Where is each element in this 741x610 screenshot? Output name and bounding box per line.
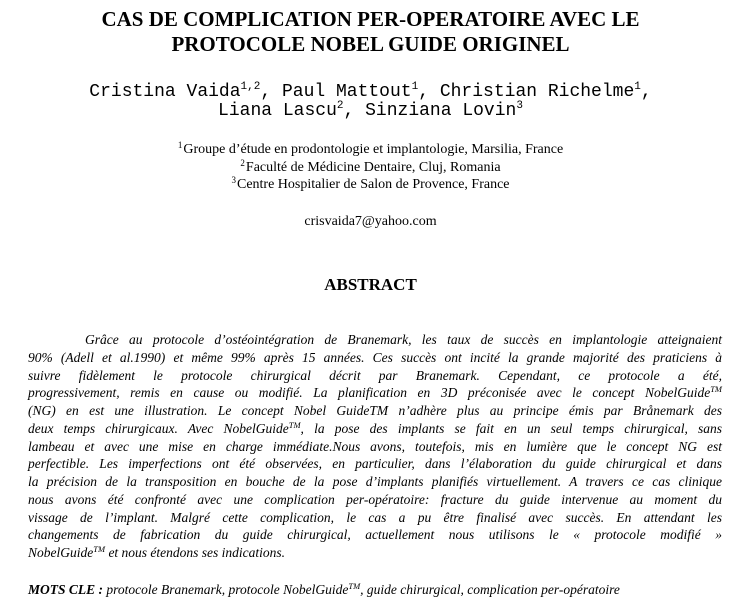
abstract-text: deux temps chirurgicaux. Avec NobelGuide [28, 420, 289, 436]
title-line-1: CAS DE COMPLICATION PER-OPERATOIRE AVEC LE [101, 7, 640, 31]
abstract-line [28, 420, 722, 438]
author-name: Paul Mattout [281, 82, 412, 102]
abstract-line [28, 402, 722, 420]
abstract-heading: ABSTRACT [324, 275, 417, 294]
abstract-line [28, 349, 722, 367]
contact-email: crisvaida7@yahoo.com [304, 214, 437, 229]
trademark-superscript: TM [288, 419, 301, 430]
abstract-text: la précision de la transposition en bouche de la pose d’implants planifiés virtuellement. A travers ce cas clinique [28, 474, 722, 489]
author-list [0, 83, 741, 121]
abstract-text: NobelGuide [28, 545, 94, 560]
keywords-line [28, 581, 728, 599]
abstract-text: (NG) en est une illustration. Le concept Nobel GuideTM n’adhère plus au principe émis par Brånemark des [28, 403, 722, 418]
affiliation-marker: 3 [231, 175, 236, 185]
abstract-line [28, 491, 722, 509]
abstract-text: 90% (Adell et al.1990) et même 99% après 15 années. Ces succès ont incité la grande majorité des praticiens à [28, 349, 722, 365]
abstract-line [28, 526, 722, 544]
abstract-text: changements de fabrication du guide chirurgical, actuellement nous utilisons le « protocole modifié » [28, 527, 722, 543]
author-separator: , [260, 82, 272, 102]
authors-line-2 [0, 102, 741, 121]
affiliation-marker: 1 [177, 140, 183, 150]
affiliation-item [0, 176, 741, 194]
abstract-text: et nous étendons ses indications. [105, 545, 286, 560]
author-separator: , [343, 101, 355, 121]
abstract-line [28, 367, 722, 385]
affiliation-list [0, 141, 741, 194]
keywords-text: protocole Branemark, protocole NobelGuide [106, 582, 349, 597]
abstract-line [28, 455, 722, 473]
author-name: Sinziana Lovin [365, 101, 517, 121]
abstract-line [28, 384, 722, 402]
author-separator: , [640, 82, 652, 102]
keywords-label: MOTS CLE : [28, 582, 104, 597]
trademark-superscript: TM [348, 581, 361, 591]
abstract-text: perfectible. Les imperfections ont été observées, en particulier, dans l’élaboration du guide chirurgical et dans [28, 456, 722, 472]
author-affiliation-marker: 1 [411, 81, 419, 93]
authors-line-1 [0, 83, 741, 102]
abstract-line [28, 331, 722, 349]
abstract-text: progressivement, remis en cause ou modifié. La planification en 3D préconisée avec le concept NobelGuide [28, 385, 711, 401]
paper-title [0, 7, 741, 57]
abstract-body [28, 331, 722, 562]
affiliation-item [0, 141, 741, 159]
affiliation-marker: 2 [240, 157, 245, 168]
author-name: Christian Richelme [439, 82, 635, 102]
author-affiliation-marker: 1,2 [240, 81, 261, 93]
abstract-line [28, 544, 722, 562]
abstract-text: , la pose des implants se fait en un seul temps chirurgical, sans [300, 420, 723, 436]
trademark-superscript: TM [93, 544, 106, 554]
abstract-text: lambeau et avec une mise en charge immédiate.Nous avons, toutefois, mis en lumière que le concept NG est [28, 438, 722, 454]
abstract-line [28, 438, 722, 456]
author-affiliation-marker: 2 [336, 100, 344, 112]
abstract-text: suivre fidèlement le protocole chirurgical décrit par Branemark. Cependant, ce protocole a été, [28, 367, 722, 383]
affiliation-text: Groupe d’étude en prodontologie et implantologie, Marsilia, France [183, 142, 564, 157]
abstract-text: vissage de l’implant. Malgré cette complication, le cas a pu être finalisé avec succès. En attendant les [28, 509, 722, 525]
affiliation-text: Centre Hospitalier de Salon de Provence, France [236, 177, 510, 192]
author-name: Liana Lascu [218, 101, 337, 121]
trademark-superscript: TM [710, 384, 722, 395]
abstract-text: nous avons été confronté avec une complication per-opératoire: fracture du guide intervenue au moment du [28, 491, 722, 507]
affiliation-text: Faculté de Médicine Dentaire, Cluj, Romania [245, 159, 501, 175]
author-name: Cristina Vaida [89, 82, 241, 102]
author-affiliation-marker: 3 [516, 100, 523, 112]
title-line-2: PROTOCOLE NOBEL GUIDE ORIGINEL [171, 32, 570, 56]
author-separator: , [418, 82, 430, 102]
abstract-line [28, 509, 722, 527]
keywords-text: , guide chirurgical, complication per-opératoire [360, 582, 620, 597]
abstract-line [28, 473, 722, 491]
author-affiliation-marker: 1 [634, 81, 641, 93]
affiliation-item [0, 159, 741, 177]
abstract-text: Grâce au protocole d’ostéointégration de Branemark, les taux de succès en implantologie atteignaient [85, 332, 722, 347]
